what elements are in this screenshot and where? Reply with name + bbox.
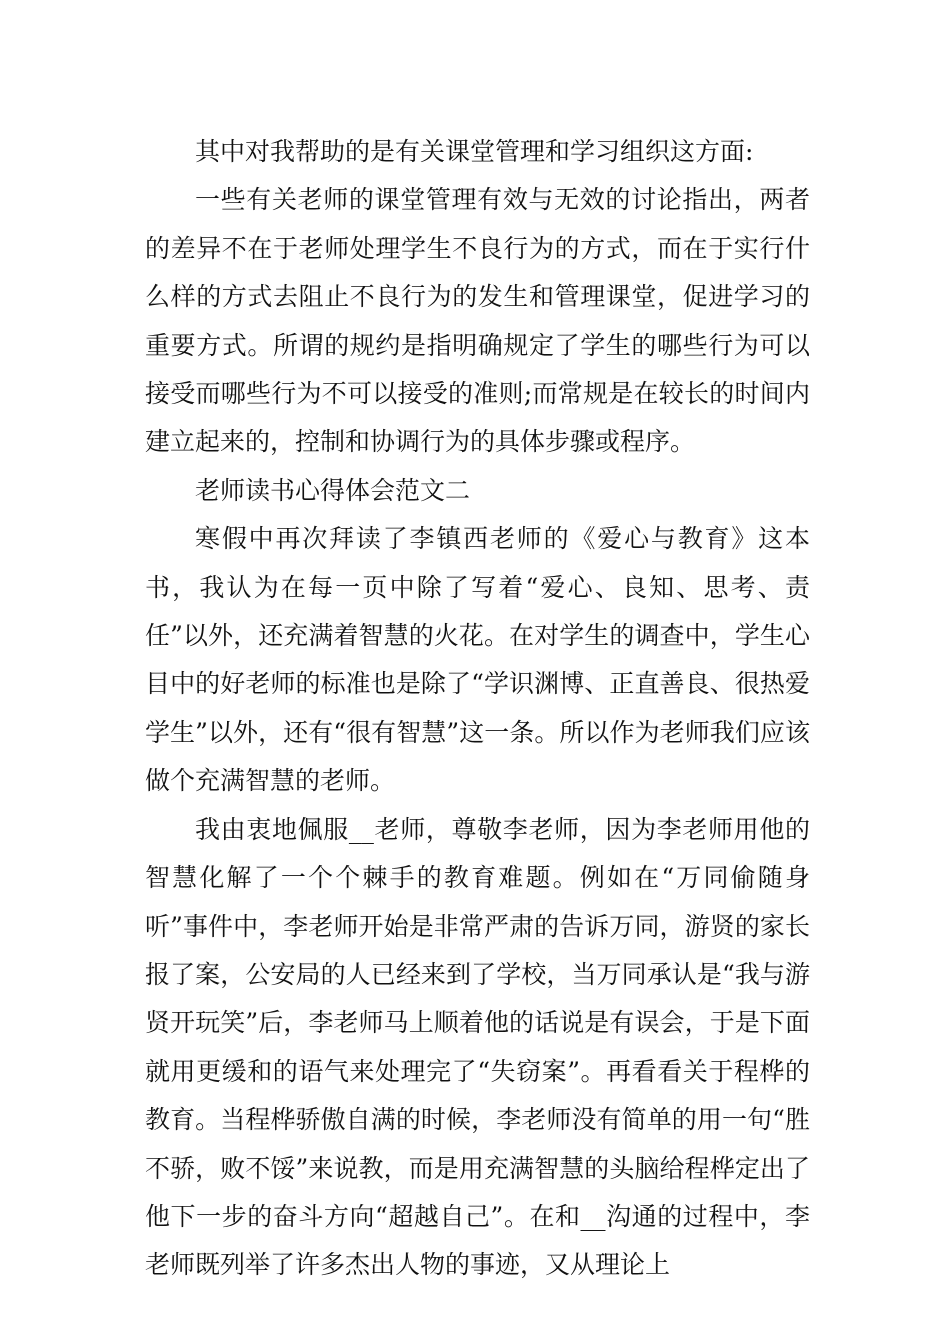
paragraph-classroom-management: 一些有关老师的课堂管理有效与无效的讨论指出，两者的差异不在于老师处理学生不良行为的方式，而在于实行什么样的方式去阻止不良行为的发生和管理课堂，促进学习的重要方式。所谓的规约是指明确规定了学生的哪些行为可以接受而哪些行为不可以接受的准则;而常规是在较长的时间内建立起来的，控制和协调行为的具体步骤或程序。 [145, 185, 810, 457]
paragraph-love-and-education: 寒假中再次拜读了李镇西老师的《爱心与教育》这本书，我认为在每一页中除了写着“爱心、良知、思考、责任”以外，还充满着智慧的火花。在对学生的调查中，学生心目中的好老师的标准也是除了“学识渊博、正直善良、很热爱学生”以外，还有“很有智慧”这一条。所以作为老师我们应该做个充满智慧的老师。 [145, 524, 810, 796]
section-heading: 老师读书心得体会范文二 [195, 475, 471, 505]
document-body [145, 128, 810, 1290]
paragraph-teacher-wisdom: 我由衷地佩服__老师，尊敬李老师，因为李老师用他的智慧化解了一个个棘手的教育难题。例如在“万同偷随身听”事件中，李老师开始是非常严肃的告诉万同，游贤的家长报了案，公安局的人已经来到了学校，当万同承认是“我与游贤开玩笑”后，李老师马上顺着他的话说是有误会，于是下面就用更缓和的语气来处理完了“失窃案”。再看看关于程桦的教育。当程桦骄傲自满的时候，李老师没有简单的用一句“胜不骄，败不馁”来说教，而是用充满智慧的头脑给程桦定出了他下一步的奋斗方向“超越自己”。在和__沟通的过程中，李老师既列举了许多杰出人物的事迹，又从理论上 [145, 814, 810, 1280]
paragraph-intro: 其中对我帮助的是有关课堂管理和学习组织这方面: [195, 137, 754, 166]
